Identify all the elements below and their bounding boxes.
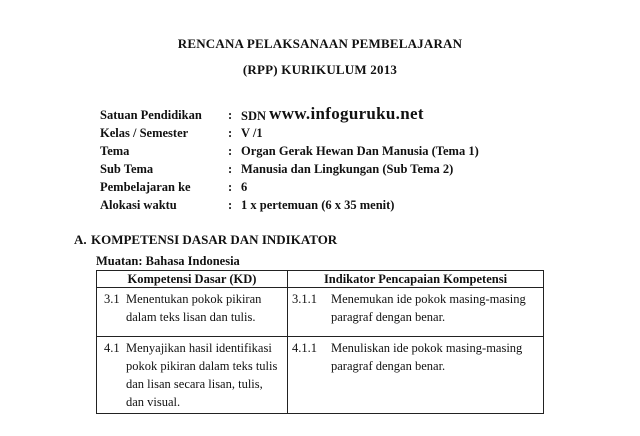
section-heading <box>74 232 337 248</box>
table-row <box>97 288 544 337</box>
info-label: Alokasi waktu <box>100 198 177 212</box>
info-value: 1 x pertemuan (6 x 35 menit) <box>241 198 395 212</box>
info-colon: : <box>228 162 233 176</box>
indicator-item <box>291 339 540 375</box>
document-title: RENCANA PELAKSANAAN PEMBELAJARAN <box>177 36 463 51</box>
identity-block <box>100 104 520 216</box>
kd-line: dalam teks lisan dan tulis. <box>126 310 256 324</box>
info-colon: : <box>228 180 233 194</box>
info-label: Sub Tema <box>100 162 154 176</box>
kd-line: Menentukan pokok pikiran <box>126 292 262 306</box>
kd-item <box>100 290 284 326</box>
indicator-cell <box>288 337 544 414</box>
kd-cell <box>97 337 288 414</box>
indicator-cell <box>288 288 544 337</box>
info-value: Manusia dan Lingkungan (Sub Tema 2) <box>241 162 454 176</box>
info-label: Kelas / Semester <box>100 126 189 140</box>
school-prefix: SDN <box>241 109 267 123</box>
info-colon: : <box>228 108 233 122</box>
competency-table <box>96 270 544 414</box>
table-header-row <box>97 271 544 288</box>
kd-line: pokok pikiran dalam teks tulis <box>126 359 278 373</box>
header-indikator: Indikator Pencapaian Kompetensi <box>288 271 544 288</box>
kd-line: Menyajikan hasil identifikasi <box>126 341 272 355</box>
kd-number: 3.1 <box>104 292 120 306</box>
kd-line: dan visual. <box>126 395 181 409</box>
indicator-line: Menemukan ide pokok masing-masing <box>331 292 526 306</box>
section-letter: A. <box>74 232 87 247</box>
info-row-satuan-pendidikan <box>100 104 520 126</box>
website-watermark: www.infoguruku.net <box>269 104 424 123</box>
kd-line: dan lisan secara lisan, tulis, <box>126 377 263 391</box>
indicator-number: 3.1.1 <box>292 292 317 306</box>
info-colon: : <box>228 126 233 140</box>
info-value: V /1 <box>241 126 263 140</box>
kd-cell <box>97 288 288 337</box>
muatan-label: Muatan: Bahasa Indonesia <box>96 254 240 268</box>
section-title: KOMPETENSI DASAR DAN INDIKATOR <box>91 232 338 247</box>
kd-item <box>100 339 284 411</box>
info-row-sub-tema <box>100 162 520 180</box>
indicator-line: paragraf dengan benar. <box>331 310 446 324</box>
info-label: Satuan Pendidikan <box>100 108 202 122</box>
indicator-line: Menuliskan ide pokok masing-masing <box>331 341 523 355</box>
info-row-alokasi-waktu <box>100 198 520 216</box>
indicator-line: paragraf dengan benar. <box>331 359 446 373</box>
kd-number: 4.1 <box>104 341 120 355</box>
indicator-number: 4.1.1 <box>292 341 317 355</box>
document-subtitle: (RPP) KURIKULUM 2013 <box>242 62 398 77</box>
info-value <box>241 104 424 124</box>
info-value: 6 <box>241 180 248 194</box>
header-kd: Kompetensi Dasar (KD) <box>97 271 288 288</box>
info-row-tema <box>100 144 520 162</box>
indicator-item <box>291 290 540 326</box>
table-row <box>97 337 544 414</box>
info-row-kelas-semester <box>100 126 520 144</box>
info-row-pembelajaran-ke <box>100 180 520 198</box>
info-value: Organ Gerak Hewan Dan Manusia (Tema 1) <box>241 144 479 158</box>
info-colon: : <box>228 144 233 158</box>
info-label: Pembelajaran ke <box>100 180 191 194</box>
info-label: Tema <box>100 144 130 158</box>
info-colon: : <box>228 198 233 212</box>
